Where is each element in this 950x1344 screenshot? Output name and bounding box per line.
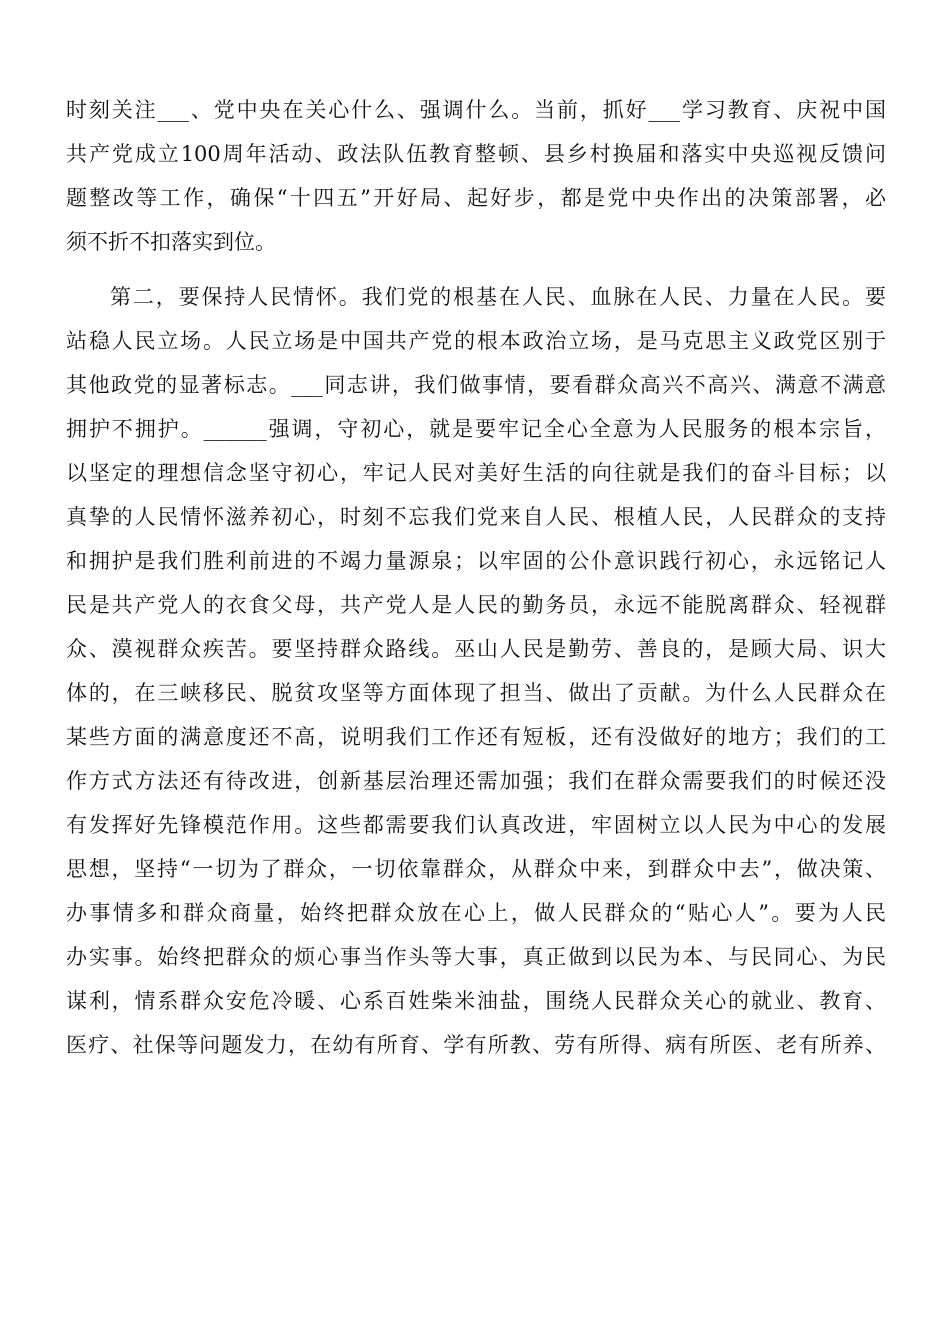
paragraph-line: 体的，在三峡移民、脱贫攻坚等方面体现了担当、做出了贡献。为什么人民群众在 <box>66 681 886 705</box>
paragraph-line: 办实事。始终把群众的烦心事当作头等大事，真正做到以民为本、与民同心、为民 <box>66 945 886 969</box>
paragraph-2 <box>66 275 886 1067</box>
paragraph-line: 第二，要保持人民情怀。我们党的根基在人民、血脉在人民、力量在人民。要 <box>110 285 886 309</box>
paragraph-line: 真挚的人民情怀滋养初心，时刻不忘我们党来自人民、根植人民，人民群众的支持 <box>66 505 886 529</box>
paragraph-line: 有发挥好先锋模范作用。这些都需要我们认真改进，牢固树立以人民为中心的发展 <box>66 813 886 837</box>
paragraph-line: 办事情多和群众商量，始终把群众放在心上，做人民群众的“贴心人”。要为人民 <box>66 901 886 925</box>
paragraph-spacer <box>66 264 886 275</box>
paragraph-line: 作方式方法还有待改进，创新基层治理还需加强；我们在群众需要我们的时候还没 <box>66 769 886 793</box>
paragraph-line: 以坚定的理想信念坚守初心，牢记人民对美好生活的向往就是我们的奋斗目标；以 <box>66 461 886 485</box>
paragraph-line: 拥护不拥护。______强调，守初心，就是要牢记全心全意为人民服务的根本宗旨， <box>66 417 886 441</box>
paragraph-line: 须不折不扣落实到位。 <box>66 230 276 254</box>
paragraph-line: 其他政党的显著标志。___同志讲，我们做事情，要看群众高兴不高兴、满意不满意 <box>66 373 886 397</box>
paragraph-1 <box>66 88 886 264</box>
paragraph-line: 思想，坚持“一切为了群众，一切依靠群众，从群众中来，到群众中去”，做决策、 <box>66 857 886 881</box>
paragraph-line: 题整改等工作，确保“十四五”开好局、起好步，都是党中央作出的决策部署，必 <box>66 186 886 210</box>
paragraph-line: 众、漠视群众疾苦。要坚持群众路线。巫山人民是勤劳、善良的，是顾大局、识大 <box>66 637 886 661</box>
paragraph-line: 谋利，情系群众安危冷暖、心系百姓柴米油盐，围绕人民群众关心的就业、教育、 <box>66 989 886 1013</box>
paragraph-line: 时刻关注___、党中央在关心什么、强调什么。当前，抓好___学习教育、庆祝中国 <box>66 98 886 122</box>
paragraph-line: 民是共产党人的衣食父母，共产党人是人民的勤务员，永远不能脱离群众、轻视群 <box>66 593 886 617</box>
paragraph-line: 和拥护是我们胜利前进的不竭力量源泉；以牢固的公仆意识践行初心，永远铭记人 <box>66 549 886 573</box>
paragraph-line: 站稳人民立场。人民立场是中国共产党的根本政治立场，是马克思主义政党区别于 <box>66 329 886 353</box>
paragraph-line: 共产党成立100周年活动、政法队伍教育整顿、县乡村换届和落实中央巡视反馈问 <box>66 142 886 166</box>
paragraph-line: 某些方面的满意度还不高，说明我们工作还有短板，还有没做好的地方；我们的工 <box>66 725 886 749</box>
paragraph-line: 医疗、社保等问题发力，在幼有所育、学有所教、劳有所得、病有所医、老有所养、 <box>66 1033 886 1057</box>
body-text <box>66 88 886 1067</box>
